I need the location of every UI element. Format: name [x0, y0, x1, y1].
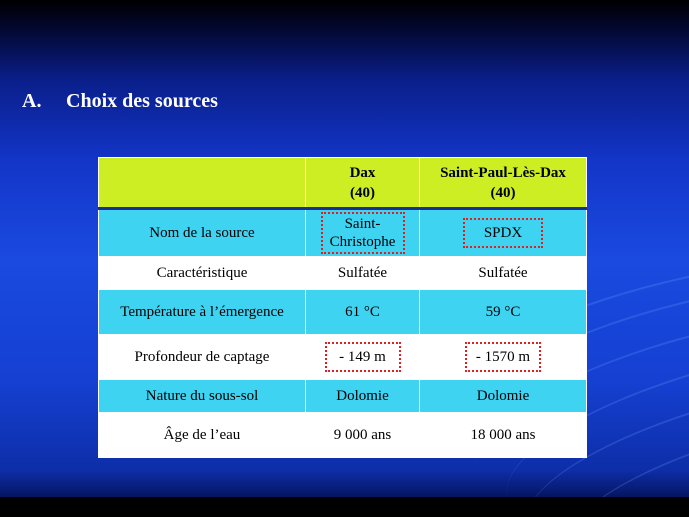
cell-dax: Dolomie: [306, 380, 420, 413]
row-label: Caractéristique: [99, 257, 306, 290]
table-row: [99, 257, 587, 290]
header-saint-paul-name: Saint-Paul-Lès-Dax: [440, 164, 566, 181]
highlighted-value: - 149 m: [325, 342, 401, 372]
sources-table: [98, 157, 587, 458]
row-label: Nom de la source: [99, 209, 306, 257]
cell-dax: 61 °C: [306, 290, 420, 335]
highlighted-value: - 1570 m: [465, 342, 541, 372]
header-cell-dax: [306, 158, 420, 209]
table-row: [99, 335, 587, 380]
table-row: [99, 413, 587, 458]
cell-dax: 9 000 ans: [306, 413, 420, 458]
slide-heading: [22, 90, 218, 113]
highlighted-value: SPDX: [463, 218, 543, 248]
heading-number: A.: [22, 90, 42, 112]
table-row: [99, 290, 587, 335]
cell-saint-paul: Dolomie: [420, 380, 587, 413]
header-dax-sub: (40): [350, 184, 375, 201]
table-row: [99, 380, 587, 413]
header-dax-name: Dax: [349, 164, 376, 181]
header-empty-cell: [99, 158, 306, 209]
row-label: Âge de l’eau: [99, 413, 306, 458]
row-label: Nature du sous-sol: [99, 380, 306, 413]
cell-saint-paul: 18 000 ans: [420, 413, 587, 458]
cell-saint-paul: [420, 335, 587, 380]
highlighted-value: Saint-Christophe: [321, 212, 405, 254]
header-saint-paul-sub: (40): [490, 184, 516, 201]
row-label: Température à l’émergence: [99, 290, 306, 335]
cell-saint-paul: [420, 209, 587, 257]
cell-dax: [306, 335, 420, 380]
header-cell-saint-paul: [420, 158, 587, 209]
cell-saint-paul: 59 °C: [420, 290, 587, 335]
cell-dax: [306, 209, 420, 257]
table-header-row: [99, 158, 587, 209]
heading-text: Choix des sources: [66, 90, 218, 112]
row-label: Profondeur de captage: [99, 335, 306, 380]
bottom-bar: [0, 497, 689, 517]
cell-dax: Sulfatée: [306, 257, 420, 290]
table-row: [99, 209, 587, 257]
cell-saint-paul: Sulfatée: [420, 257, 587, 290]
